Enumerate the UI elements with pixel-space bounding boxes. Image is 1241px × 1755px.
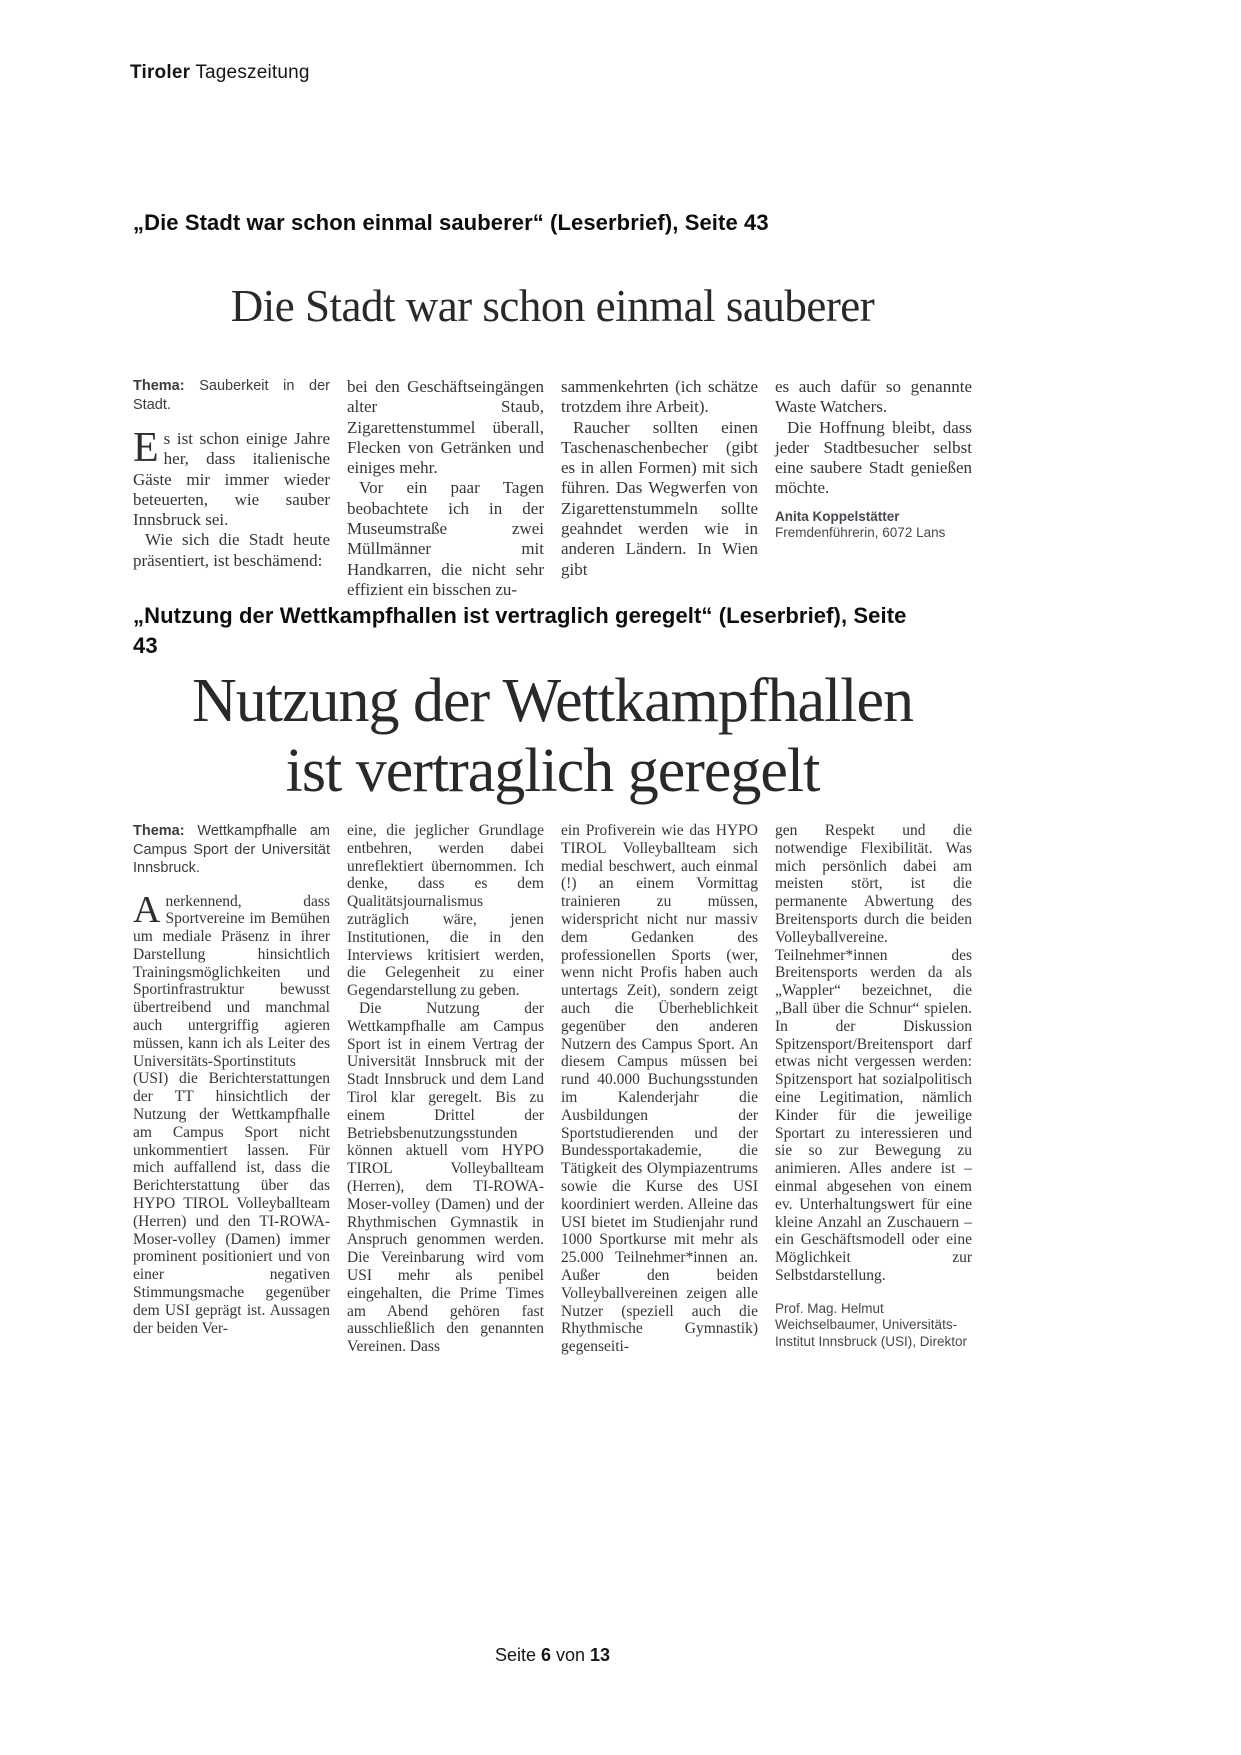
toc-heading-2-line2: 43 [133, 633, 158, 658]
paragraph: Anerkennend, dass Sportvereine im Bemühen um mediale Präsenz in ihrer Darstellung hinsichtlich Trainingsmöglichkeiten und Sportinfrastruktur bewusst übertreibend und manchmal auch untergriffig agieren müssen, kann ich als Leiter des Universitäts-Sportinstituts (USI) die Berichterstattungen der TT hinsichtlich der Nutzung der Wettkampfhalle am Campus Sport nicht unkommentiert lassen. Für mich auffallend ist, dass die Berichterstattung über das HYPO TIROL Volleyballteam (Herren) und den TI-ROWA-Moser-volley (Damen) immer prominent positioniert und von einer negativen Stimmungsmache gegenüber dem USI geprägt ist. Aussagen der beiden Ver- [133, 888, 330, 1337]
article1-headline: Die Stadt war schon einmal sauberer [230, 281, 875, 331]
article2-headline-line1: Nutzung der Wettkampfhallen [192, 667, 913, 735]
thema-line [133, 822, 330, 878]
toc-heading-leserbrief-2 [133, 601, 1033, 661]
article2-headline-line2: ist vertraglich geregelt [285, 737, 820, 805]
thema-label: Thema: [133, 823, 185, 839]
thema-text: Wettkampfhalle am Campus Sport der Universität Innsbruck. [133, 823, 331, 876]
paragraph: es auch dafür so genannte Waste Watchers. [775, 377, 972, 417]
paragraph: Wie sich die Stadt heute präsentiert, ist beschämend: [133, 530, 330, 570]
footer-page-number: 6 [540, 1645, 551, 1665]
page-footer [133, 1645, 972, 1666]
signature-name: Anita Koppelstätter [775, 508, 900, 524]
newspaper-brand [130, 62, 310, 84]
article2-headline [133, 666, 972, 806]
article1-column-3 [561, 377, 758, 580]
brand-rest: Tageszeitung [190, 62, 310, 83]
paragraph: bei den Geschäftseingängen alter Staub, Zigarettenstummel überall, Flecken von Getränken und einiges mehr. [347, 377, 544, 478]
footer-total-pages: 13 [590, 1645, 611, 1665]
article-die-stadt [133, 281, 972, 600]
thema-line [133, 377, 330, 414]
paragraph: eine, die jeglicher Grundlage entbehren, werden dabei unreflektiert übernommen. Ich denke, dass es dem Qualitätsjournalismus zuträglich wäre, jenen Institutionen, die in den Interviews kritisiert werden, die Gelegenheit zu einer Gegendarstellung zu geben. [347, 822, 544, 1000]
brand-bold: Tiroler [130, 62, 191, 83]
article-wettkampfhallen [133, 666, 972, 1356]
paragraph: Raucher sollten einen Taschenaschenbecher (gibt es in allen Formen) mit sich führen. Das Wegwerfen von Zigarettenstummeln sollte geahndet werden wie in anderen Ländern. In Wien gibt [561, 417, 758, 579]
article2-column-2 [347, 822, 544, 1356]
article2-column-1 [133, 822, 330, 1337]
signature-role: Fremdenführerin, 6072 Lans [775, 525, 946, 541]
footer-middle: von [550, 1645, 591, 1665]
paragraph: Die Nutzung der Wettkampfhalle am Campus Sport ist in einem Vertrag der Universität Innsbruck mit der Stadt Innsbruck und dem Land Tirol klar geregelt. Bis zu einem Drittel der Betriebsbenutzungsstunden können aktuell vom HYPO TIROL Volleyballteam (Herren), dem TI-ROWA-Moser-volley (Damen) und der Rhythmischen Gymnastik in Anspruch genommen werden. Die Vereinbarung wird vom USI mehr als penibel eingehalten, die Prime Times am Abend gehören fast ausschließlich den genannten Vereinen. Dass [347, 999, 544, 1356]
article2-signature [775, 1301, 972, 1351]
toc-heading-2-line1: „Nutzung der Wettkampfhallen ist vertraglich geregelt“ (Leserbrief), Seite [133, 603, 907, 628]
signature-text: Prof. Mag. Helmut Weichselbaumer, Universitäts-Institut Innsbruck (USI), Direktor [775, 1300, 968, 1349]
footer-prefix: Seite [494, 1645, 541, 1665]
toc-heading-leserbrief-1: „Die Stadt war schon einmal sauberer“ (Leserbrief), Seite 43 [133, 210, 769, 235]
article2-column-4 [775, 822, 972, 1350]
article1-columns [133, 377, 972, 600]
paragraph: Die Hoffnung bleibt, dass jeder Stadtbesucher selbst eine saubere Stadt genießen möchte. [775, 417, 972, 498]
paragraph: sammenkehrten (ich schätze trotzdem ihre Arbeit). [561, 377, 758, 417]
paragraph: Vor ein paar Tagen beobachtete ich in der Museumstraße zwei Müllmänner mit Handkarren, die nicht sehr effizient ein bisschen zu- [347, 478, 544, 599]
paragraph: gen Respekt und die notwendige Flexibilität. Was mich persönlich dabei am meisten stört, ist die permanente Abwertung des Breitensports durch die beiden Volleyballvereine. Teilnehmer*innen des Breitensports werden da als „Wappler“ bezeichnet, die „Ball über die Schnur“ spielen. In der Diskussion Spitzensport/Breitensport darf etwas nicht vergessen werden: Spitzensport hat sozialpolitisch eine Legitimation, nämlich Kinder für die jeweilige Sportart zu interessieren und sie so zur Bewegung zu animieren. Alles andere ist – einmal abgesehen von einem ev. Unterhaltungswert für eine kleine Anzahl an Zuschauern – ein Geschäftsmodell oder eine Möglichkeit zur Selbstdarstellung. [775, 822, 972, 1284]
paragraph: Es ist schon einige Jahre her, dass italienische Gäste mir immer wieder beteuerten, wie sauber Innsbruck sei. [133, 425, 330, 530]
thema-text: Sauberkeit in der Stadt. [133, 378, 331, 413]
article1-signature [775, 509, 972, 542]
thema-label: Thema: [133, 378, 185, 394]
article1-column-2 [347, 377, 544, 600]
article1-column-1 [133, 377, 330, 571]
paragraph: ein Profiverein wie das HYPO TIROL Volleyballteam sich medial beschwert, auch einmal (!) an einem Vormittag trainieren zu müssen, widerspricht nicht nur massiv dem Gedanken des professionellen Sports (wer, wenn nicht Profis haben auch untertags Zeit), sondern zeigt auch die Überheblichkeit gegenüber den anderen Nutzern des Campus Sport. An diesem Campus müssen bei rund 40.000 Buchungsstunden im Kalenderjahr die Ausbildungen der Sportstudierenden und der Bundessportakademie, die Tätigkeit des Olympiazentrums sowie die Kurse des USI koordiniert werden. Alleine das USI bietet im Studienjahr rund 1000 Sportkurse mit mehr als 25.000 Teilnehmer*innen an. Außer den beiden Volleyballvereinen zeigen alle Nutzer (speziell auch die Rhythmische Gymnastik) gegenseiti- [561, 822, 758, 1356]
article2-columns [133, 822, 972, 1356]
article2-column-3 [561, 822, 758, 1356]
article1-column-4 [775, 377, 972, 542]
